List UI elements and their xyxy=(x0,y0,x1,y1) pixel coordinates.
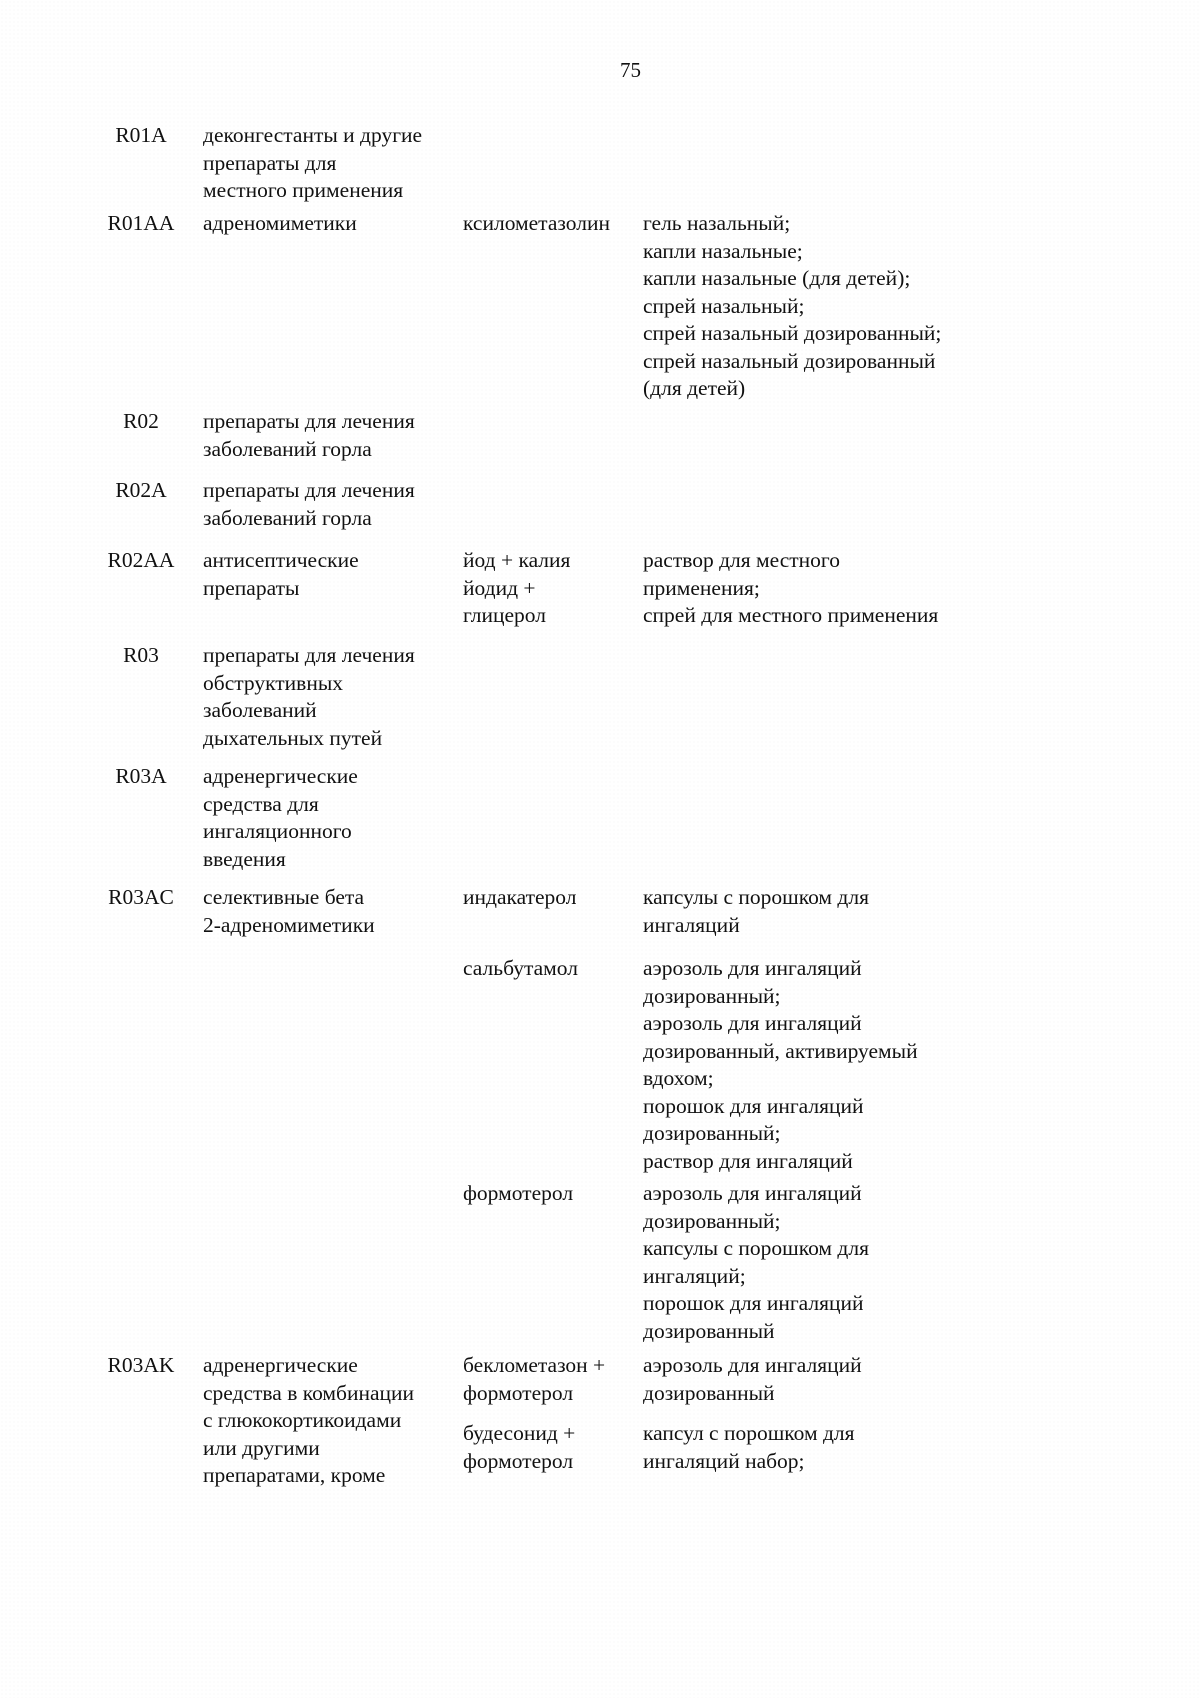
drug-name-cell xyxy=(463,955,638,983)
dosage-form-line: аэрозоль для ингаляций xyxy=(643,956,862,980)
dosage-form-cell xyxy=(643,955,1003,1175)
group-name-cell xyxy=(203,884,453,939)
atc-code-cell: R03AK xyxy=(107,1353,175,1377)
dosage-form-line: дозированный; xyxy=(643,983,781,1008)
group-name-line: ингаляционного xyxy=(203,819,352,843)
group-name-cell xyxy=(203,763,453,873)
drug-name-line: глицерол xyxy=(463,603,546,627)
atc-code-cell: R03 xyxy=(123,643,159,667)
group-name-line: местного применения xyxy=(203,178,404,202)
atc-code-cell: R02 xyxy=(123,409,159,433)
atc-code-cell: R02A xyxy=(115,478,167,502)
group-name-cell xyxy=(203,210,453,238)
drug-name-cell xyxy=(463,547,638,630)
group-name-cell xyxy=(203,477,453,532)
dosage-form-line: порошок для ингаляций xyxy=(643,1291,864,1315)
drug-name-line: формотерол xyxy=(463,1380,574,1405)
group-name-line: введения xyxy=(203,846,286,871)
dosage-form-line: дозированный; xyxy=(643,1208,781,1233)
dosage-form-line: спрей назальный дозированный xyxy=(643,348,936,373)
drug-name-line: йодид + xyxy=(463,575,536,600)
group-name-cell xyxy=(203,642,453,752)
drug-name-line: формотерол xyxy=(463,1448,574,1473)
group-name-line: 2-адреномиметики xyxy=(203,912,375,937)
group-name-line: препараты xyxy=(203,575,300,600)
group-name-line: препараты для xyxy=(203,150,337,175)
dosage-form-line: спрей назальный дозированный; xyxy=(643,321,942,345)
group-name-line: дыхательных путей xyxy=(203,725,383,750)
dosage-form-line: дозированный, активируемый xyxy=(643,1038,918,1063)
drug-name-cell xyxy=(463,1180,638,1208)
dosage-form-line: спрей назальный; xyxy=(643,293,805,318)
drug-name-cell xyxy=(463,1352,638,1407)
dosage-form-cell xyxy=(643,1352,1003,1407)
group-name-line: адренергические xyxy=(203,1353,358,1377)
dosage-form-line: ингаляций xyxy=(643,912,740,937)
group-name-line: антисептические xyxy=(203,548,359,572)
group-name-line: адреномиметики xyxy=(203,211,357,235)
dosage-form-line: аэрозоль для ингаляций xyxy=(643,1353,862,1377)
dosage-form-line: раствор для ингаляций xyxy=(643,1148,853,1173)
group-name-line: заболеваний горла xyxy=(203,505,372,530)
dosage-form-cell xyxy=(643,1420,1003,1475)
atc-code-cell: R03A xyxy=(115,764,167,788)
dosage-form-cell xyxy=(643,1180,1003,1345)
drug-name-line: будесонид + xyxy=(463,1421,576,1445)
drug-name-line: сальбутамол xyxy=(463,956,578,980)
dosage-form-line: аэрозоль для ингаляций xyxy=(643,1011,862,1035)
dosage-form-line: применения; xyxy=(643,575,760,600)
drug-name-cell xyxy=(463,884,638,912)
dosage-form-line: (для детей) xyxy=(643,376,746,400)
group-name-line: заболеваний горла xyxy=(203,436,372,461)
group-name-line: препараты для лечения xyxy=(203,478,415,502)
atc-code-cell: R01A xyxy=(115,123,167,147)
dosage-form-line: ингаляций; xyxy=(643,1263,746,1288)
dosage-form-line: раствор для местного xyxy=(643,548,840,572)
atc-code-cell: R01AA xyxy=(107,211,175,235)
drug-name-line: индакатерол xyxy=(463,885,577,909)
group-name-line: деконгестанты и другие xyxy=(203,123,423,147)
dosage-form-line: вдохом; xyxy=(643,1066,714,1090)
dosage-form-line: дозированный xyxy=(643,1318,775,1343)
drug-name-cell xyxy=(463,1420,638,1475)
atc-code-cell: R03AC xyxy=(108,885,174,909)
drug-name-line: ксилометазолин xyxy=(463,211,610,235)
dosage-form-line: спрей для местного применения xyxy=(643,603,939,627)
group-name-cell xyxy=(203,408,453,463)
group-name-line: заболеваний xyxy=(203,698,317,722)
dosage-form-line: дозированный xyxy=(643,1380,775,1405)
dosage-form-line: капли назальные (для детей); xyxy=(643,266,911,290)
group-name-line: селективные бета xyxy=(203,885,365,909)
drug-name-cell xyxy=(463,210,638,238)
group-name-line: обструктивных xyxy=(203,670,344,695)
dosage-form-cell xyxy=(643,210,1003,403)
drug-name-line: беклометазон + xyxy=(463,1353,606,1377)
dosage-form-line: порошок для ингаляций xyxy=(643,1093,864,1118)
drug-name-line: йод + калия xyxy=(463,548,571,572)
dosage-form-line: аэрозоль для ингаляций xyxy=(643,1181,862,1205)
dosage-form-line: дозированный; xyxy=(643,1121,781,1145)
dosage-form-line: ингаляций набор; xyxy=(643,1448,805,1473)
group-name-line: препараты для лечения xyxy=(203,409,415,433)
dosage-form-line: капсулы с порошком для xyxy=(643,1236,869,1260)
group-name-line: средства в комбинации xyxy=(203,1380,415,1405)
group-name-cell xyxy=(203,122,453,205)
group-name-line: с глюкокортикоидами xyxy=(203,1408,402,1432)
group-name-cell xyxy=(203,1352,453,1490)
group-name-line: препаратами, кроме xyxy=(203,1463,386,1487)
dosage-form-line: капли назальные; xyxy=(643,238,803,263)
dosage-form-cell xyxy=(643,547,1003,630)
dosage-form-line: капсулы с порошком для xyxy=(643,885,869,909)
dosage-form-line: гель назальный; xyxy=(643,211,791,235)
dosage-form-cell xyxy=(643,884,1003,939)
group-name-line: препараты для лечения xyxy=(203,643,415,667)
group-name-cell xyxy=(203,547,453,602)
drug-name-line: формотерол xyxy=(463,1181,574,1205)
dosage-form-line: капсул с порошком для xyxy=(643,1421,855,1445)
atc-code-cell: R02AA xyxy=(107,548,175,572)
group-name-line: или другими xyxy=(203,1435,320,1460)
group-name-line: средства для xyxy=(203,791,319,816)
page-number: 75 xyxy=(620,58,641,82)
group-name-line: адренергические xyxy=(203,764,358,788)
